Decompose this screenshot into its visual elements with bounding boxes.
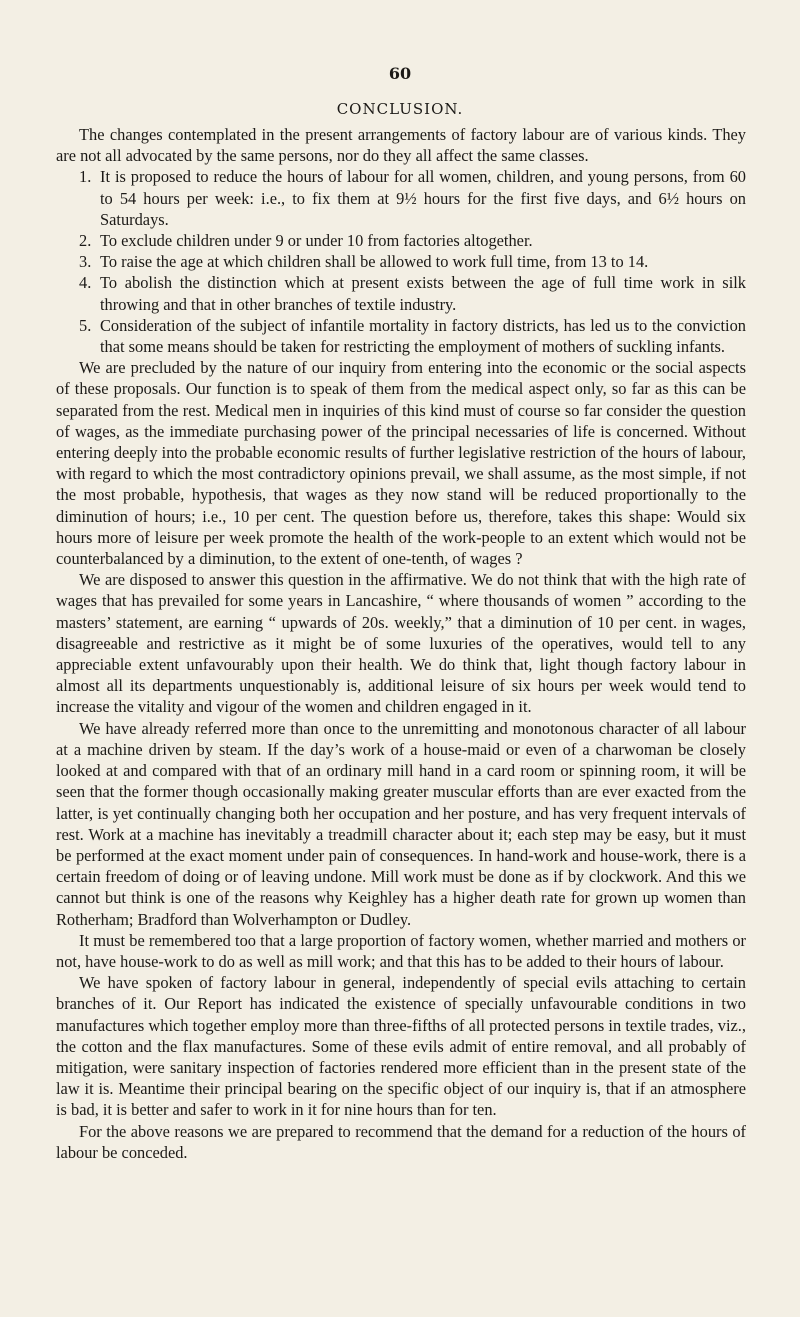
list-item-number: 2. xyxy=(79,231,92,251)
proposals-list xyxy=(56,166,746,357)
section-title: CONCLUSION. xyxy=(336,100,464,118)
list-item-text: Consideration of the subject of infantile mortality in factory districts, has led us to the conviction that some means should be taken for restricting the employment of mothers of suckling infants. xyxy=(100,315,746,357)
list-item-number: 5. xyxy=(79,315,92,335)
page-number: 60 xyxy=(388,64,412,83)
list-item-text: To exclude children under 9 or under 10 from factories altogether. xyxy=(100,231,533,251)
document-body xyxy=(56,124,746,1163)
list-item-number: 1. xyxy=(79,167,92,187)
intro-paragraph: The changes contemplated in the present arrangements of factory labour are of various kinds. They are not all advocated by the same persons, nor do they all affect the same classes. xyxy=(56,125,746,166)
paragraph-medical-aspect: We are precluded by the nature of our inquiry from entering into the economic or the social aspects of these proposals. Our function is to speak of them from the medical aspect only, so far as this can be separated from the rest. Medical men in inquiries of this kind must of course so far consider the question of wages, as the immediate purchasing power of the principal necessaries of life is concerned. Without entering deeply into the probable economic results of further legislative restriction of the hours of labour, with regard to which the most contradictory opinions prevail, we shall assume, as the most simple, if not the most probable, hypothesis, that wages as they now stand will be reduced proportionally to the diminution of hours; i.e., 10 per cent. The question before us, therefore, takes this shape: Would six hours more of leisure per week promote the health of the work-people to an extent which would not be counterbalanced by a diminution, to the extent of one-tenth, of wages ? xyxy=(56,358,746,569)
list-item-text: To raise the age at which children shall be allowed to work full time, from 13 to 14. xyxy=(100,252,649,272)
list-item xyxy=(56,272,746,314)
paragraph-special-evils: We have spoken of factory labour in general, independently of special evils attaching to certain branches of it. Our Report has indicated the existence of specially unfavourable conditions in two manufactures which together employ more than three-fifths of all protected persons in textile trades, viz., the cotton and the flax manufactures. Some of these evils admit of entire removal, and all probably of mitigation, were sanitary inspection of factories rendered more efficient than in the present state of the law it is. Meantime their principal bearing on the specific object of our inquiry is, that if an atmosphere is bad, it is better and safer to work in it for nine hours than for ten. xyxy=(56,973,746,1120)
list-item-text: It is proposed to reduce the hours of labour for all women, children, and young persons, from 60 to 54 hours per week: i.e., to fix them at 9½ hours for the first five days, and 6½ hours on Saturdays. xyxy=(100,167,746,229)
list-item xyxy=(56,166,746,230)
paragraph-machine-labour: We have already referred more than once to the unremitting and monotonous character of all labour at a machine driven by steam. If the day’s work of a house-maid or even of a charwoman be closely looked at and compared with that of an ordinary mill hand in a card room or spinning room, it will be seen that the former though occasionally making greater muscular efforts than are ever exacted from the latter, is yet continually changing both her occupation and her posture, and has very frequent intervals of rest. Work at a machine has inevitably a treadmill character about it; each step may be easy, but it must be performed at the exact moment under pain of consequences. In hand-work and house-work, there is a certain freedom of doing or of leaving undone. Mill work must be done as if by clockwork. And this we cannot but think is one of the reasons why Keighley has a higher death rate for grown up women than Rotherham; Bradford than Wolverhampton or Dudley. xyxy=(56,718,746,929)
paragraph-recommendation: For the above reasons we are prepared to recommend that the demand for a reduction of the hours of labour be conceded. xyxy=(56,1121,746,1162)
list-item-text: To abolish the distinction which at present exists between the age of full time work in silk throwing and that in other branches of textile industry. xyxy=(100,273,746,314)
paragraph-affirmative: We are disposed to answer this question in the affirmative. We do not think that with the high rate of wages that has prevailed for some years in Lancashire, “ where thousands of women ” according to the masters’ statement, are earning “ upwards of 20s. weekly,” that a diminution of 10 per cent. in wages, disagreeable and restrictive as it might be of some luxuries of the operatives, would tell to any appreciable extent unfavourably upon their health. We do think that, light though factory labour in almost all its departments unquestionably is, additional leisure of six hours per week would tend to increase the vitality and vigour of the women and children engaged in it. xyxy=(56,570,746,717)
list-item xyxy=(56,230,746,251)
list-item xyxy=(56,315,746,357)
list-item xyxy=(56,251,746,272)
paragraph-house-work: It must be remembered too that a large proportion of factory women, whether married and mothers or not, have house-work to do as well as mill work; and that this has to be added to their hours of labour. xyxy=(56,930,746,971)
list-item-number: 4. xyxy=(79,273,92,293)
list-item-number: 3. xyxy=(79,252,92,272)
